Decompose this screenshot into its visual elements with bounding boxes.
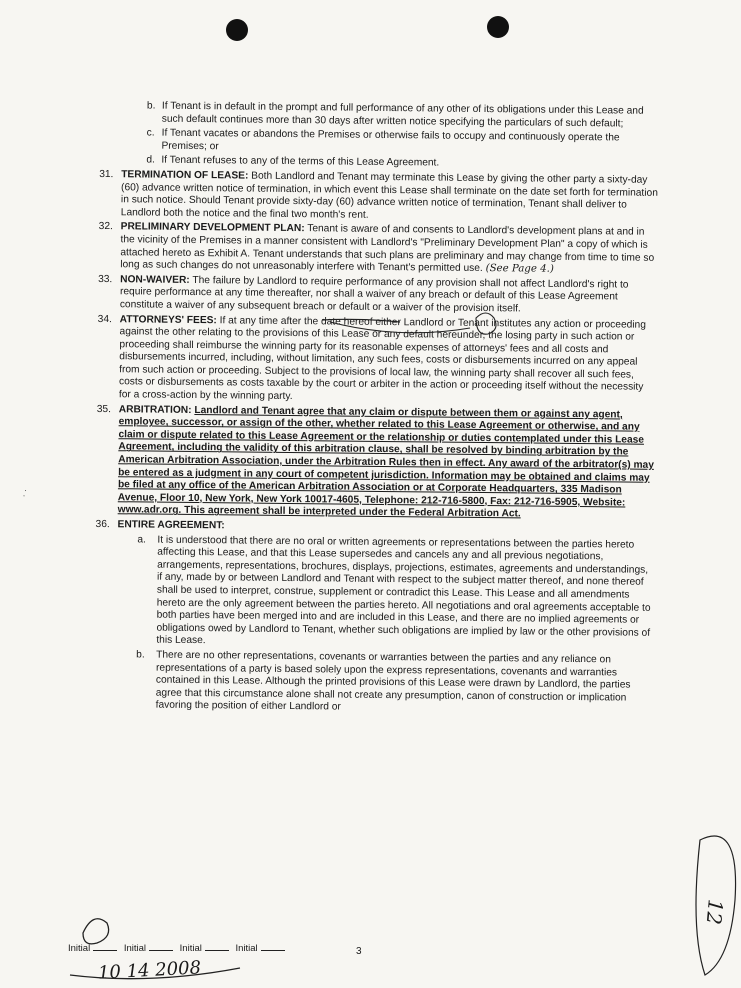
section-heading: ARBITRATION: [118, 403, 192, 416]
section-35: 35. ARBITRATION: Landlord and Tenant agree that any claim or dispute between them or against any agent, employee, successor, or assign of the other, whether related to this Lease Agreement or otherwise, and any claim or dispute related to this Lease Agreement or the relationship or duties contemplated under this Lease Agreement, including the validity of this arbitration clause, shall be resolved by binding arbitration by the American Arbitration Association, under the Arbitration Rules then in effect. Any award of the arbitrator(s) may be entered as a judgment in any court of competent jurisdiction. Information may be obtained and claims may be filed at any office of the American Arbitration Association or at Corporate Headquarters, 335 Madison Avenue, Floor 10, New York, New York 10017-4605, Telephone: 212-716-5800, Fax: 212-716-5905, Website: www.adr.org. This agreement shall be interpreted under the Federal Arbitration Act. [96, 403, 654, 520]
initial-blank [149, 950, 173, 951]
margin-mark: · · [18, 487, 31, 499]
side-number: 12 [701, 898, 728, 926]
section-text: Both Landlord and Tenant may terminate this Lease by giving the other party a sixty-day (60) advance written notice of termination, in which event this Lease shall terminate on the date set forth for termination in such notice. Should Tenant provide sixty-day (60) advance written notice of termination, Tenant shall deliver to Landlord both the notice and the final two month's rent. [120, 170, 658, 221]
section-32: 32. PRELIMINARY DEVELOPMENT PLAN: Tenant is aware of and consents to Landlord's development plans at and in the vicinity of the Premises in a manner consistent with Landlord's "Preliminary Development Plan" a copy of which is attached hereto as Exhibit A. Tenant understands that such plans are preliminary and may change from time to time so long as such changes do not unreasonably interfere with Tenant's permitted use. (See Page 4.) [98, 221, 655, 275]
clause-text: If Tenant is in default in the prompt and full performance of any other of its obligations under this Lease and such default continues more than 30 days after written notice specifying the particulars of such default; [161, 100, 644, 130]
clause-text: If Tenant refuses to any of the terms of this Lease Agreement. [161, 155, 440, 169]
section-heading: ENTIRE AGREEMENT: [117, 519, 225, 532]
section-text: If at any time after the date hereof either Landlord or Tenant institutes any action or proceeding against the other relating to the provisions of this Lease or any default hereunder, the losing party in such action or proceeding shall reimburse the winning party for its reasonable expenses of attorneys' fees and all costs and disbursements incurred, including, without limitation, any such fees, costs or disbursements incurred on any appeal from such action or proceeding. Subject to the provisions of local law, the winning party shall recover all such fees, costs or disbursements as costs taxable by the court or arbiter in the action or proceeding itself without the necessity for a cross-action by the winning party. [118, 314, 646, 403]
clause-text: There are no other representations, covenants or warranties between the parties and any reliance on representations of a party is based solely upon the express representations, covenants and warranties contained in this Lease. Although the printed provisions of this Lease were drawn by Landlord, the parties agree that this circumstance alone shall not create any presumption, canon of construction or implication favoring the position of either Landlord or [155, 649, 631, 713]
clause-item-c: c. If Tenant vacates or abandons the Premises or otherwise fails to occupy and continuously operate the Premises; or [146, 127, 620, 153]
clause-item-b: b. If Tenant is in default in the prompt and full performance of any other of its obligations under this Lease and such default continues more than 30 days after written notice specifying the particulars of such default; [146, 100, 644, 130]
initial-label: Initial [235, 943, 258, 954]
section-36: 36. ENTIRE AGREEMENT: [95, 518, 225, 532]
strike-through-mark [322, 319, 400, 322]
clause-item-d: d. If Tenant refuses to any of the terms of this Lease Agreement. [146, 154, 440, 169]
initial-blank [261, 950, 285, 951]
handwritten-date: 10 14 2008 [97, 957, 202, 984]
section-heading: PRELIMINARY DEVELOPMENT PLAN: [120, 221, 305, 235]
initials-circle [476, 313, 496, 334]
section-34: 34. ATTORNEYS' FEES: If at any time after the date hereof either Landlord or Tenant institutes any action or proceeding against the other relating to the provisions of this Lease or any default hereunder, the losing party in such action or proceeding shall reimburse the winning party for its reasonable expenses of attorneys' fees and all costs and disbursements incurred, including, without limitation, any such fees, costs or disbursements incurred on any appeal from such action or proceeding. Subject to the provisions of local law, the winning party shall recover all such fees, costs or disbursements as costs taxable by the court or arbiter in the action or proceeding itself without the necessity for a cross-action by the winning party. [97, 313, 646, 403]
initial-blank [205, 950, 229, 951]
section-text: Landlord and Tenant agree that any claim or dispute between them or against any agent, employee, successor, or assign of the other, whether related to this Lease Agreement or otherwise, and any claim or dispute related to this Lease Agreement or the relationship or duties contemplated under this Lease Agreement, including the validity of this arbitration clause, shall be resolved by binding arbitration by the American Arbitration Association, under the Arbitration Rules then in effect. Any award of the arbitrator(s) may be entered as a judgment in any court of competent jurisdiction. Information may be obtained and claims may be filed at any office of the American Arbitration Association or at Corporate Headquarters, 335 Madison Avenue, Floor 10, New York, New York 10017-4605, Telephone: 212-716-5800, Fax: 212-716-5905, Website: www.adr.org. This agreement shall be interpreted under the Federal Arbitration Act. [117, 404, 654, 520]
section-heading: TERMINATION OF LEASE: [121, 169, 249, 182]
page-number: 3 [356, 946, 362, 957]
clause-text: If Tenant vacates or abandons the Premises or otherwise fails to occupy and continuously operate the Premises; or [161, 127, 620, 153]
section-33: 33. NON-WAIVER: The failure by Landlord to require performance of any provision shall not affect Landlord's right to require performance at any time thereafter, nor shall a waiver of any breach or default of this Lease Agreement constitute a waiver of any subsequent breach or default or a waiver of the provision itself. [98, 273, 629, 315]
section-heading: NON-WAIVER: [120, 273, 190, 286]
page-footer [68, 940, 688, 988]
section-text: The failure by Landlord to require performance of any provision shall not affect Landlord's right to require performance at any time thereafter, nor shall a waiver of any breach or default of this Lease Agreement constitute a waiver of any subsequent breach or default or a waiver of the provision itself. [119, 274, 629, 315]
initial-label: Initial [179, 943, 202, 954]
initials-row [68, 943, 289, 954]
handwritten-note: (See Page 4.) [485, 263, 554, 275]
initial-label: Initial [68, 943, 91, 954]
section-31: 31. TERMINATION OF LEASE: Both Landlord and Tenant may terminate this Lease by giving the other party a sixty-day (60) advance written notice of termination, in which event this Lease shall terminate on the date set forth for termination in such notice. Should Tenant provide sixty-day (60) advance written notice of termination, Tenant shall deliver to Landlord both the notice and the final two month's rent. [99, 168, 658, 221]
section-36-item-b: b. There are no other representations, covenants or warranties between the parties and any reliance on representations of a party is based solely upon the express representations, covenants and warranties contained in this Lease. Although the printed provisions of this Lease were drawn by Landlord, the parties agree that this circumstance alone shall not create any presumption, canon of construction or implication favoring the position of either Landlord or [136, 649, 631, 713]
clause-text: It is understood that there are no oral or written agreements or representations between the parties hereto affecting this Lease, and that this Lease supersedes and cancels any and all previous negotiations, arrangements, representations, brochures, displays, projections, estimates, agreements and understandings, if any, made by or between Landlord and Tenant with respect to the subject matter thereof, and none thereof shall be used to interpret, construe, supplement or contradict this Lease. This Lease and all amendments hereto are the only agreement between the parties hereto. All negotiations and oral agreements acceptable to both parties have been merged into and are included in this Lease, and there are no implied agreements or obligations owed by Landlord to Tenant, whether such obligations are implied by law or the other provisions of this Lease. [156, 534, 651, 647]
initial-label: Initial [123, 943, 147, 954]
initial-blank [93, 950, 117, 951]
section-36-item-a: a. It is understood that there are no oral or written agreements or representations between the parties hereto affecting this Lease, and that this Lease supersedes and cancels any and all previous negotiations, arrangements, representations, brochures, displays, projections, estimates, agreements and understandings, if any, made by or between Landlord and Tenant with respect to the subject matter thereof, and none thereof shall be used to interpret, construe, supplement or contradict this Lease. This Lease and all amendments hereto are the only agreement between the parties hereto. All negotiations and oral agreements acceptable to both parties have been merged into and are included in this Lease, and there are no implied agreements or obligations owed by Landlord to Tenant, whether such obligations are implied by law or the other provisions of this Lease. [137, 534, 651, 647]
pen-stroke [330, 322, 470, 333]
section-heading: ATTORNEYS' FEES: [119, 313, 217, 326]
section-text: Tenant is aware of and consents to Landlord's development plans at and in the vicinity of the Premises in a manner consistent with Landlord's "Preliminary Development Plan" a copy of which is attached hereto as Exhibit A. Tenant understands that such plans are preliminary and may change from time to time so long as such changes do not unreasonably interfere with Tenant's permitted use. [120, 223, 655, 275]
